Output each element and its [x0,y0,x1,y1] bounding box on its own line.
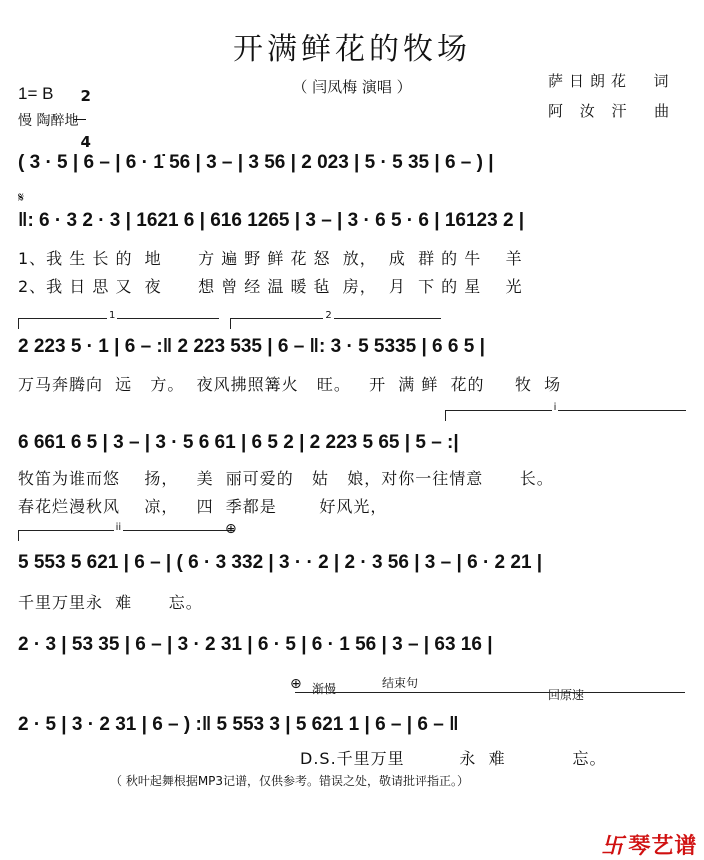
ritardando-marking: 渐慢 [312,682,337,696]
coda-icon: ⊕ [225,521,237,537]
segno-icon: 𝄋 [18,190,25,206]
volta-1-label: 1 [109,310,116,321]
lyric-line-7-verse-1: D.S.千里万里 永 难 忘。 [300,749,607,768]
ending-phrase-marking: 结束句 [382,676,419,690]
volta-i-label: i [553,402,557,413]
lyric-line-2-verse-1: 1、我 生 长 的 地 方 遍 野 鲜 花 怒 放， 成 群 的 牛 羊 [18,249,523,268]
tempo-marking: 慢 陶醉地 [18,113,79,129]
score-line-4: 6 661 6 5 | 3 – | 3 · 5 6 61 | 6 5 2 | 2 223 5 65 | 5 – :| [18,432,459,453]
a-tempo-marking: 回原速 [548,688,585,702]
volta-2-label: 2 [325,310,332,321]
volta-ii-label: ii [115,522,122,533]
score-line-1: ( 3 · 5 | 6 – | 6 · 1̇ 56 | 3 – | 3 56 | 2 023 | 5 · 5 35 | 6 – ) | [18,152,494,173]
lyric-line-3-verse-1: 万马奔腾向 远 方。 夜风拂照篝火 旺。 开 满 鲜 花的 牧 场 [18,375,562,394]
song-title: 开满鲜花的牧场 [233,32,471,67]
lyric-line-4-verse-1: 牧笛为谁而悠 扬， 美 丽可爱的 姑 娘，对你一往情意 长。 [18,469,554,488]
score-line-2: ‖: 6 · 3 2 · 3 | 1621 6 | 616 1265 | 3 – | 3 · 6 5 · 6 | 16123 2 | [18,210,525,231]
transcription-note: （ 秋叶起舞根据MP3记谱，仅供参考。错误之处，敬请批评指正。） [110,774,470,788]
meter-top: 2 [80,87,91,105]
lyric-line-2-verse-2: 2、我 日 思 又 夜 想 曾 经 温 暖 毡 房， 月 下 的 星 光 [18,277,523,296]
lyricist-credit: 萨日朗花 词 [548,72,675,90]
performer-subtitle: （ 闫凤梅 演唱 ） [292,78,412,96]
logo-text: 琴艺谱 [628,834,698,859]
volta-bracket-1 [18,310,219,329]
composer-credit: 阿 汝 汗 曲 [548,102,676,120]
score-line-6: 2 · 3 | 53 35 | 6 – | 3 · 2 31 | 6 · 5 | 6 · 1 56 | 3 – | 63 16 | [18,634,493,655]
volta-bracket-i [445,402,686,421]
logo-mark-icon: 卐 [601,834,625,859]
lyric-line-4-verse-2: 春花烂漫秋风 凉， 四 季都是 好风光， [18,497,388,516]
lyric-line-5-verse-1: 千里万里永 难 忘。 [18,593,203,612]
coda-icon-2: ⊕ [290,676,302,692]
volta-bracket-2 [230,310,441,329]
site-logo [584,804,697,860]
score-line-7: 2 · 5 | 3 · 2 31 | 6 – ) :‖ 5 553 3 | 5 621 1 | 6 – | 6 – ‖ [18,714,459,735]
key-signature: 1= B [18,84,54,103]
meter-bottom: 4 [80,133,91,151]
ending-bracket [295,692,685,693]
score-line-5: 5 553 5 621 | 6 – | ( 6 · 3 332 | 3 · · 2 | 2 · 3 56 | 3 – | 6 · 2 21 | [18,552,543,573]
score-line-3: 2 223 5 · 1 | 6 – :‖ 2 223 535 | 6 – ‖: 3 · 5 5335 | 6 6 5 | [18,336,485,357]
volta-bracket-ii [18,522,234,541]
